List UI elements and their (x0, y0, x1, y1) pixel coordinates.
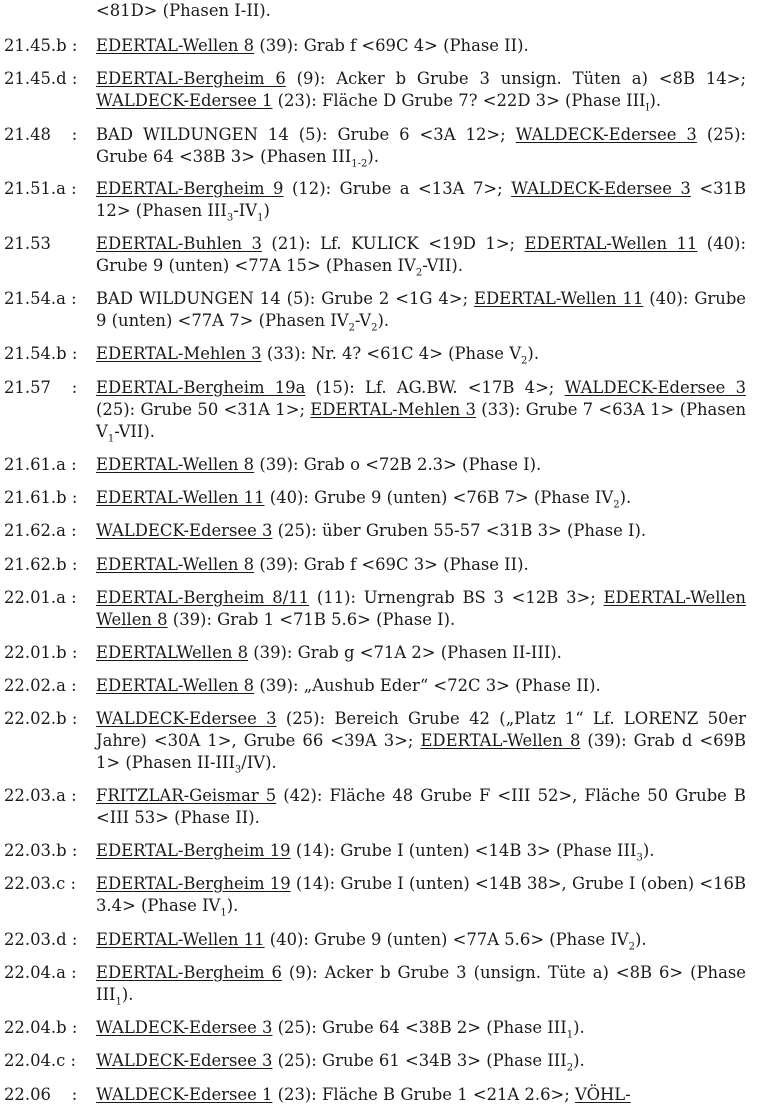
entry-text-segment: (40): Grube 9 (unten) <77A 7> (Phasen IV (96, 289, 747, 330)
entry-code: 22.01.b : (4, 643, 78, 662)
entry-text-segment: <31B 12> (Phasen III (96, 179, 746, 220)
entry-text (96, 675, 746, 697)
entry-text-segment: (21): Lf. KULICK <19D 1>; (261, 234, 525, 253)
catalog-entry (4, 708, 746, 774)
entry-text-segment: ). (635, 930, 647, 949)
entry-text (96, 1017, 746, 1039)
catalog-entry (4, 0, 746, 22)
entry-text (96, 124, 746, 168)
phase-subscript: I (645, 102, 650, 114)
entry-code: 21.53 (4, 234, 51, 253)
entry-text (96, 454, 746, 476)
entry-text-segment: ). (377, 311, 390, 330)
entry-text-segment: -VII). (114, 422, 155, 441)
entry-text (96, 1084, 746, 1106)
site-reference: EDERTAL-Buhlen 3 (96, 234, 262, 253)
entry-code: 21.61.b : (4, 488, 78, 507)
entry-text (96, 233, 746, 277)
entry-text-segment: <81D> (Phasen I-II). (96, 1, 271, 20)
entry-text-segment: (25): über Gruben 55-57 <31B 3> (Phase I). (272, 521, 647, 540)
catalog-entry (4, 520, 746, 542)
site-reference: EDERTAL-Mehlen 3 (310, 400, 476, 419)
entry-text-segment: -IV (233, 201, 258, 220)
entry-code: 22.03.c : (4, 874, 77, 893)
entry-code: 22.01.a : (4, 588, 77, 607)
entry-text (96, 520, 746, 542)
entry-text-segment: ). (619, 488, 632, 507)
entry-text (96, 68, 746, 112)
entry-text-segment: ). (649, 91, 662, 110)
entry-text-segment: (40): Grube 9 (unten) <77A 15> (Phasen IV (96, 234, 746, 275)
entry-text (96, 343, 746, 365)
entry-text-segment: ). (573, 1018, 585, 1037)
catalog-entry (4, 785, 746, 829)
catalog-entry (4, 554, 746, 576)
phase-subscript: 1-2 (351, 158, 368, 170)
catalog-entry (4, 124, 746, 168)
catalog-entry (4, 1050, 746, 1072)
entry-text-segment: (12): Grube a <13A 7>; (283, 179, 512, 198)
entry-text (96, 785, 746, 829)
site-reference: EDERTAL-Bergheim 8/11 (96, 588, 310, 607)
entry-text (96, 377, 746, 443)
entry-text-segment: (39): „Aushub Eder“ <72C 3> (Phase II). (254, 676, 601, 695)
entry-text-segment: -V (354, 311, 372, 330)
phase-subscript: 1 (257, 212, 264, 224)
site-reference: EDERTAL-Wellen 11 (474, 289, 644, 308)
entry-text-segment: (39): Grab d <69B 1> (Phasen II-III (96, 731, 746, 772)
entry-code: 22.03.a : (4, 786, 77, 805)
entry-text-segment: (42): Fläche 48 Grube F <III 52>, Fläche 50 Grube B <III 53> (Phase II). (96, 786, 746, 827)
entry-code: 21.54.b : (4, 344, 78, 363)
entry-text-segment: (25): Bereich Grube 42 („Platz 1“ Lf. LORENZ 50er Jahre) <30A 1>, Grube 66 <39A 3>; (96, 709, 746, 750)
entry-text-segment: ). (642, 841, 655, 860)
site-reference: EDERTAL-Wellen 8 (420, 731, 581, 750)
entry-text-segment: (39): Grab f <69C 4> (Phase II). (254, 36, 529, 55)
entry-text-segment: BAD WILDUNGEN 14 (5): Grube 6 <3A 12>; (96, 125, 516, 144)
entry-text-segment: ). (573, 1051, 585, 1070)
entry-text (96, 1050, 746, 1072)
entry-text-segment: (40): Grube 9 (unten) <76B 7> (Phase IV (264, 488, 614, 507)
site-reference: EDERTAL-Mehlen 3 (96, 344, 262, 363)
entry-text (96, 962, 746, 1006)
site-reference: EDERTAL-Bergheim 9 (96, 179, 284, 198)
site-reference: WALDECK-Edersee 1 (96, 91, 273, 110)
entry-code: 21.62.b : (4, 555, 78, 574)
entry-text-segment: (9): Acker b Grube 3 unsign. Tüten a) <8B 14>; (285, 69, 746, 88)
entry-text-segment: (25): Grube 64 <38B 3> (Phasen III (96, 125, 746, 166)
entry-text (96, 0, 746, 22)
phase-subscript: 1 (115, 996, 122, 1008)
entry-code: 21.48 : (4, 125, 78, 144)
phase-subscript: 2 (415, 267, 423, 279)
phase-subscript: 2 (613, 499, 620, 511)
entry-text (96, 840, 746, 862)
entry-text (96, 873, 746, 917)
phase-subscript: 1 (107, 433, 115, 445)
catalog-entry (4, 377, 746, 443)
catalog-entry (4, 343, 746, 365)
entry-text-segment: (25): Grube 61 <34B 3> (Phase III (272, 1051, 567, 1070)
site-reference: FRITZLAR-Geismar 5 (96, 786, 277, 805)
site-reference: WALDECK-Edersee 1 (96, 1085, 273, 1104)
entry-text-segment: (40): Grube 9 (unten) <77A 5.6> (Phase IV (264, 930, 629, 949)
site-reference: EDERTAL-Wellen 11 (96, 488, 265, 507)
entry-text-segment: ) (263, 201, 270, 220)
catalog-entry (4, 35, 746, 57)
site-reference: EDERTALWellen 8 (96, 643, 249, 662)
catalog-entry (4, 1017, 746, 1039)
entry-code: 22.04.a : (4, 963, 77, 982)
site-reference: EDERTAL-Bergheim 19 (96, 841, 291, 860)
entry-code: 21.45.b : (4, 36, 78, 55)
catalog-entry (4, 288, 746, 332)
phase-subscript: 3 (636, 852, 643, 864)
site-reference: EDERTAL-Wellen 8 (96, 36, 255, 55)
entry-text (96, 929, 746, 951)
entry-text-segment: (39): Grab g <71A 2> (Phasen II-III). (248, 643, 562, 662)
entry-text-segment: (23): Fläche D Grube 7? <22D 3> (Phase III (272, 91, 646, 110)
entry-text-segment: ). (527, 344, 540, 363)
entry-code: 22.02.b : (4, 709, 78, 728)
catalog-entry (4, 675, 746, 697)
site-reference: WALDECK-Edersee 3 (515, 125, 697, 144)
entry-code: 22.06 : (4, 1085, 78, 1104)
entry-text-segment: (14): Grube I (unten) <14B 38>, Grube I (oben) <16B 3.4> (Phase IV (96, 874, 746, 915)
catalog-entry (4, 454, 746, 476)
entry-text-segment: (25): Grube 50 <31A 1>; (96, 400, 311, 419)
site-reference: WALDECK-Edersee 3 (511, 179, 691, 198)
site-reference: EDERTAL-Wellen (603, 588, 746, 607)
phase-subscript: 1 (566, 1029, 574, 1041)
catalog-entry (4, 587, 746, 631)
entry-text (96, 708, 746, 774)
catalog-entry (4, 1084, 746, 1106)
site-reference: EDERTAL-Bergheim 6 (96, 69, 286, 88)
entry-text-segment: (25): Grube 64 <38B 2> (Phase III (272, 1018, 567, 1037)
entry-code: 22.04.b : (4, 1018, 78, 1037)
entry-text-segment: (39): Grab o <72B 2.3> (Phase I). (254, 455, 542, 474)
site-reference: EDERTAL-Wellen 8 (96, 676, 255, 695)
catalog-entry (4, 68, 746, 112)
entry-text-segment: (11): Urnengrab BS 3 <12B 3>; (309, 588, 604, 607)
site-reference: EDERTAL-Wellen 8 (96, 555, 255, 574)
site-reference: WALDECK-Edersee 3 (96, 521, 273, 540)
entry-text (96, 487, 746, 509)
entry-code: 21.51.a : (4, 179, 77, 198)
catalog-entry (4, 178, 746, 222)
entry-text-segment: ). (367, 147, 379, 166)
site-reference: EDERTAL-Wellen 11 (524, 234, 698, 253)
phase-subscript: 2 (348, 322, 355, 334)
phase-subscript: 2 (628, 941, 636, 953)
entry-text-segment: /IV). (241, 753, 277, 772)
phase-subscript: 2 (521, 355, 528, 367)
site-reference: EDERTAL-Bergheim 19 (96, 874, 291, 893)
catalog-entry (4, 962, 746, 1006)
entry-text-segment: (15): Lf. AG.BW. <17B 4>; (305, 378, 565, 397)
entry-code: 21.54.a : (4, 289, 77, 308)
site-reference: EDERTAL-Wellen 8 (96, 455, 255, 474)
site-reference: WALDECK-Edersee 3 (564, 378, 747, 397)
entry-text-segment: -VII). (422, 256, 463, 275)
entry-text-segment: (14): Grube I (unten) <14B 3> (Phase III (290, 841, 637, 860)
catalog-entry (4, 840, 746, 862)
entry-text-segment: ). (121, 985, 134, 1004)
entry-text-segment: (39): Grab 1 <71B 5.6> (Phase I). (167, 610, 456, 629)
entry-code: 21.61.a : (4, 455, 77, 474)
catalog-entry (4, 233, 746, 277)
entry-text-segment: (33): Grube 7 <63A 1> (Phasen V (96, 400, 746, 441)
entry-code: 22.03.b : (4, 841, 78, 860)
site-reference: WALDECK-Edersee 3 (96, 709, 277, 728)
entry-code: 22.04.c : (4, 1051, 77, 1070)
entry-text-segment: (39): Grab f <69C 3> (Phase II). (254, 555, 529, 574)
entry-text-segment: (23): Fläche B Grube 1 <21A 2.6>; (272, 1085, 576, 1104)
catalog-entry (4, 487, 746, 509)
entry-text-segment: ). (226, 896, 239, 915)
phase-subscript: 3 (234, 764, 242, 776)
entry-code: 21.57 : (4, 378, 78, 397)
site-reference: Wellen 8 (96, 610, 168, 629)
site-reference: WALDECK-Edersee 3 (96, 1051, 273, 1070)
site-reference: VÖHL- (575, 1085, 631, 1104)
site-reference: EDERTAL-Wellen 11 (96, 930, 265, 949)
entry-text-segment: (9): Acker b Grube 3 (unsign. Tüte a) <8B 6> (Phase III (96, 963, 746, 1004)
entry-code: 21.62.a : (4, 521, 77, 540)
phase-subscript: 3 (226, 212, 234, 224)
entry-code: 22.03.d : (4, 930, 78, 949)
entry-text (96, 587, 746, 631)
catalog-entry (4, 642, 746, 664)
entry-text (96, 642, 746, 664)
phase-subscript: 2 (566, 1062, 574, 1074)
site-reference: EDERTAL-Bergheim 6 (96, 963, 282, 982)
entry-text (96, 288, 746, 332)
site-reference: EDERTAL-Bergheim 19a (96, 378, 306, 397)
entry-text (96, 35, 746, 57)
entry-text-segment: (33): Nr. 4? <61C 4> (Phase V (261, 344, 522, 363)
entry-code: 22.02.a : (4, 676, 77, 695)
entry-text (96, 554, 746, 576)
phase-subscript: 1 (220, 907, 227, 919)
catalog-entry (4, 929, 746, 951)
entry-text-segment: BAD WILDUNGEN 14 (5): Grube 2 <1G 4>; (96, 289, 475, 308)
site-reference: WALDECK-Edersee 3 (96, 1018, 273, 1037)
entry-text (96, 178, 746, 222)
phase-subscript: 2 (371, 322, 378, 334)
catalog-entry (4, 873, 746, 917)
entry-code: 21.45.d : (4, 69, 78, 88)
